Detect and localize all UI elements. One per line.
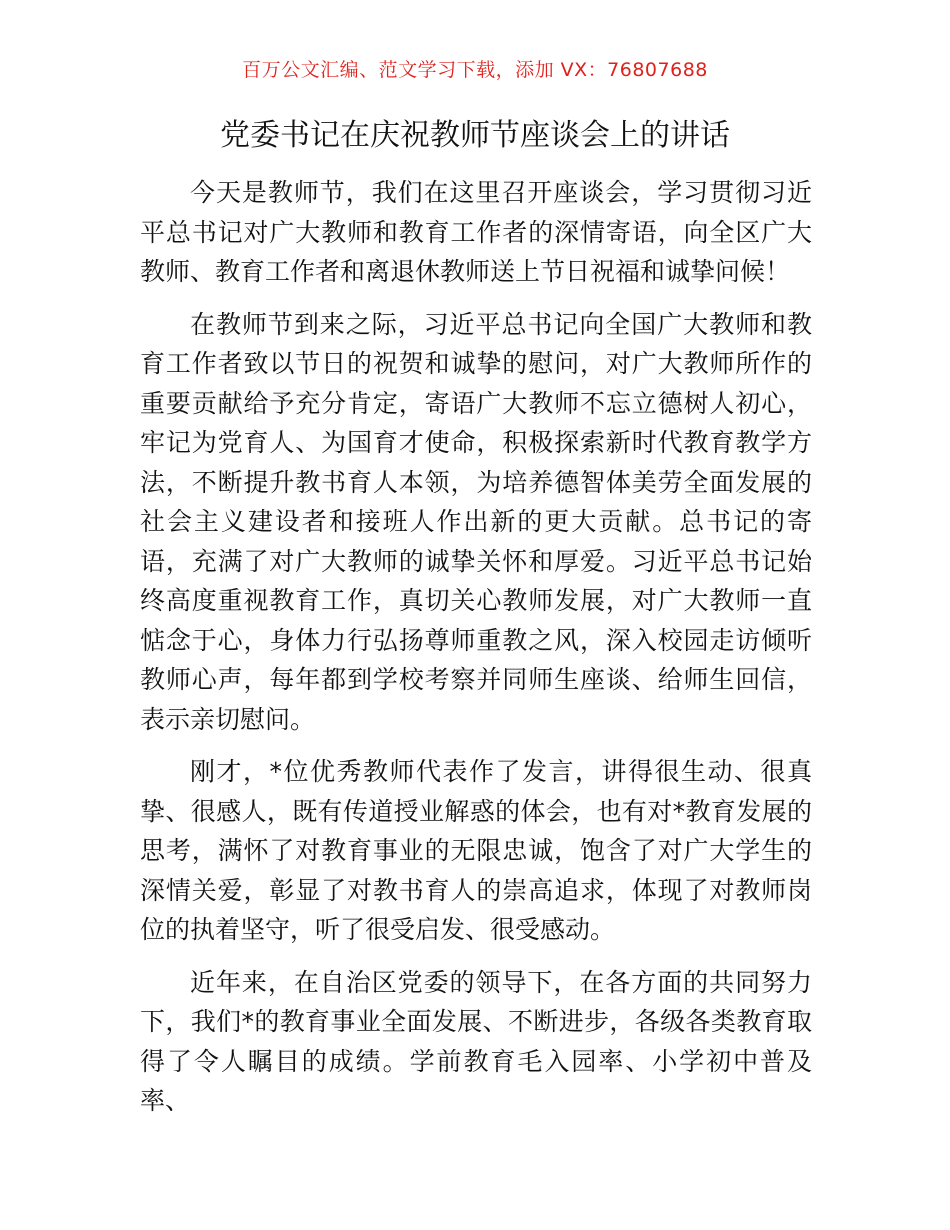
paragraph-4: 近年来，在自治区党委的领导下，在各方面的共同努力下，我们*的教育事业全面发展、不断进步，各级各类教育取得了令人瞩目的成绩。学前教育毛入园率、小学初中普及率、: [140, 967, 812, 1115]
paragraph-3: 刚才，*位优秀教师代表作了发言，讲得很生动、很真挚、很感人，既有传道授业解惑的体会，也有对*教育发展的思考，满怀了对教育事业的无限忠诚，饱含了对广大学生的深情关爱，彰显了对教书育人的崇高追求，体现了对教师岗位的执着坚守，听了很受启发、很受感动。: [140, 757, 812, 944]
paragraph-2: 在教师节到来之际，习近平总书记向全国广大教师和教育工作者致以节日的祝贺和诚挚的慰问，对广大教师所作的重要贡献给予充分肯定，寄语广大教师不忘立德树人初心，牢记为党育人、为国育才使命，积极探索新时代教育教学方法，不断提升教书育人本领，为培养德智体美劳全面发展的社会主义建设者和接班人作出新的更大贡献。总书记的寄语，充满了对广大教师的诚挚关怀和厚爱。习近平总书记始终高度重视教育工作，真切关心教师发展，对广大教师一直惦念于心，身体力行弘扬尊师重教之风，深入校园走访倾听教师心声，每年都到学校考察并同师生座谈、给师生回信，表示亲切慰问。: [140, 309, 812, 734]
paragraph-1: 今天是教师节，我们在这里召开座谈会，学习贯彻习近平总书记对广大教师和教育工作者的深情寄语，向全区广大教师、教育工作者和离退休教师送上节日祝福和诚挚问候！: [140, 178, 812, 286]
document-title: 党委书记在庆祝教师节座谈会上的讲话: [220, 118, 730, 153]
document-body: [140, 173, 812, 1134]
header-banner: 百万公文汇编、范文学习下载，添加 VX：76807688: [242, 59, 708, 81]
